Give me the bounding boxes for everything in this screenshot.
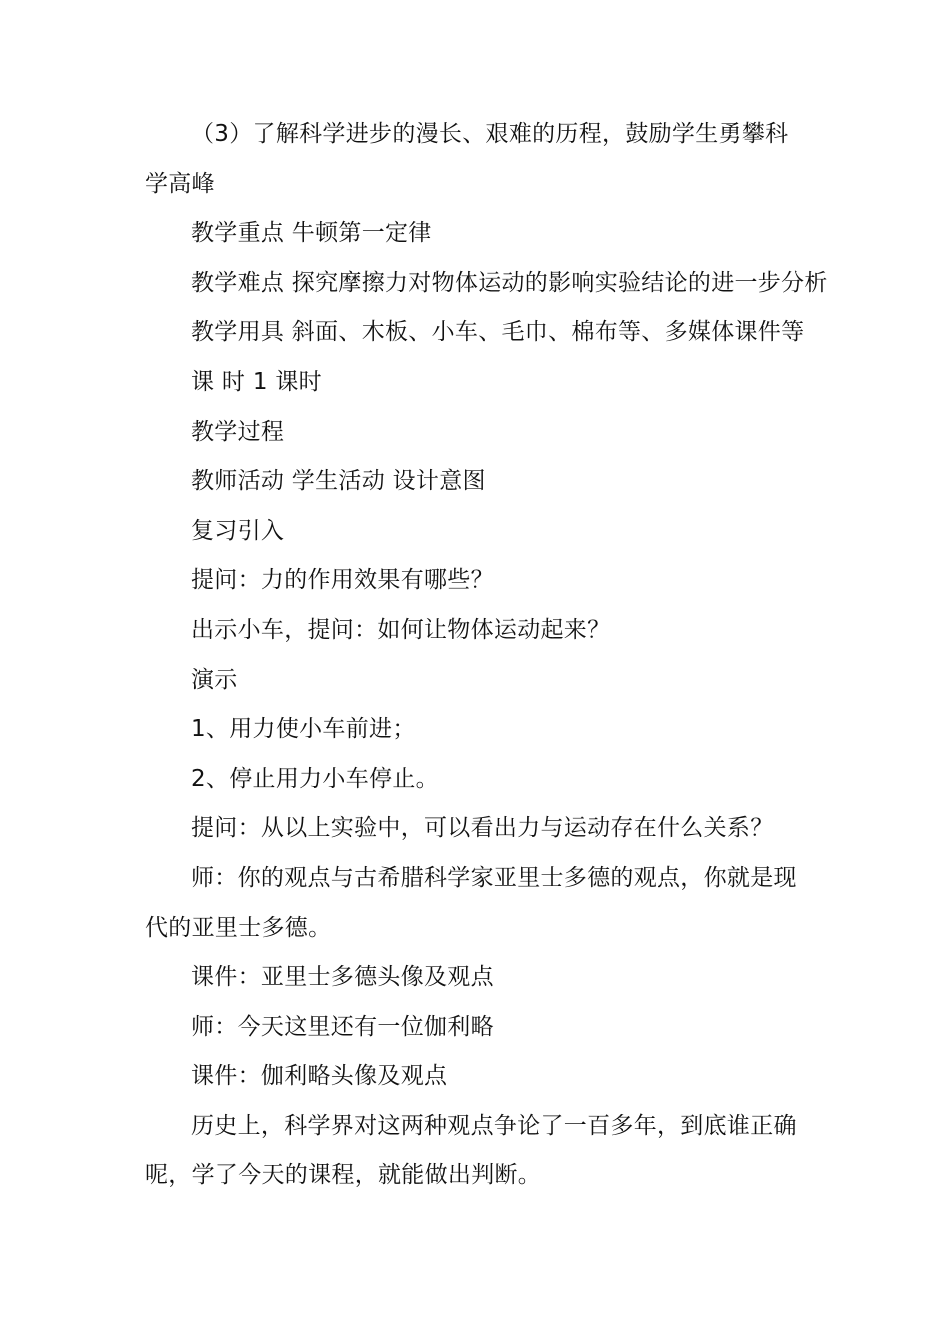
teacher-remark: 师：你的观点与古希腊科学家亚里士多德的观点，你就是现代的亚里士多德。 — [145, 864, 797, 941]
teacher-remark: 师：今天这里还有一位伽利略 — [191, 1013, 494, 1040]
question-paragraph: 提问：力的作用效果有哪些？ — [191, 567, 494, 594]
class-hours: 课 时 1 课时 — [191, 368, 322, 395]
question-paragraph: 出示小车，提问：如何让物体运动起来？ — [191, 616, 611, 643]
demo-heading: 演示 — [191, 666, 238, 693]
teaching-tools: 教学用具 斜面、木板、小车、毛巾、棉布等、多媒体课件等 — [191, 319, 805, 346]
teaching-difficulty: 教学难点 探究摩擦力对物体运动的影响实验结论的进一步分析 — [191, 269, 828, 296]
activity-columns: 教师活动 学生活动 设计意图 — [191, 468, 486, 495]
demo-step: 2、停止用力小车停止。 — [191, 765, 439, 792]
section-heading-process: 教学过程 — [191, 418, 285, 445]
teaching-focus: 教学重点 牛顿第一定律 — [191, 220, 432, 247]
document-body — [145, 110, 828, 1201]
history-paragraph: 历史上，科学界对这两种观点争论了一百多年，到底谁正确呢，学了今天的课程，就能做出判断。 — [145, 1112, 797, 1189]
courseware-note: 课件：亚里士多德头像及观点 — [191, 964, 494, 991]
courseware-note: 课件：伽利略头像及观点 — [191, 1063, 448, 1090]
objective-paragraph: （3）了解科学进步的漫长、艰难的历程，鼓励学生勇攀科学高峰 — [145, 121, 789, 197]
demo-step: 1、用力使小车前进； — [191, 716, 416, 743]
section-heading-review: 复习引入 — [191, 517, 285, 544]
question-paragraph: 提问：从以上实验中，可以看出力与运动存在什么关系？ — [191, 815, 774, 842]
